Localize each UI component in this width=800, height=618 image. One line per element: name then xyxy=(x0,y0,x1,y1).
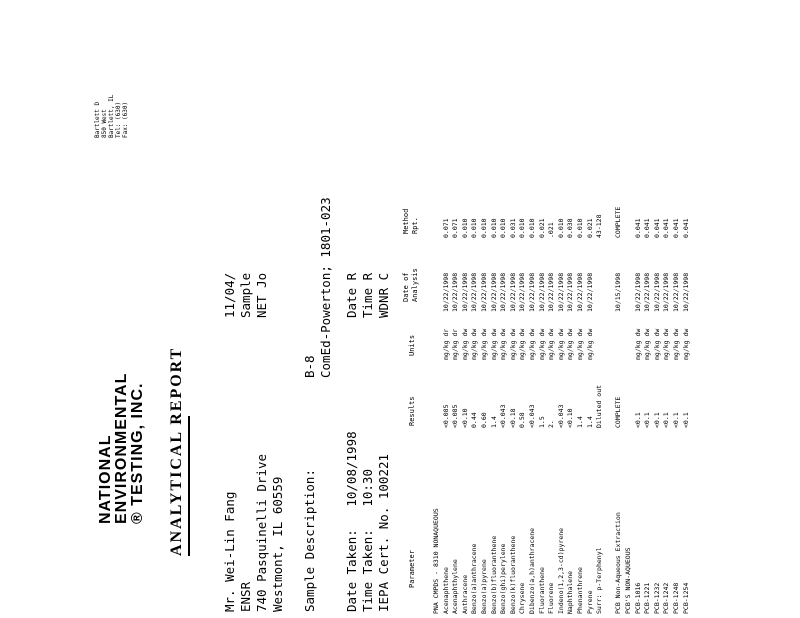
cell-units: mg/kg dw xyxy=(537,328,546,360)
table-row xyxy=(547,82,556,618)
report-info xyxy=(222,273,270,318)
cell-parameter: Naphthalene xyxy=(566,570,575,614)
client-line: Westmont, IL 60559 xyxy=(270,476,285,612)
cell-method: 0.031 xyxy=(508,218,517,238)
header-parameter: Parameter xyxy=(408,550,416,588)
cell-date: 10/22/1998 xyxy=(672,272,680,312)
cell-method: 0.041 xyxy=(681,218,690,238)
table-row xyxy=(557,82,566,618)
table-row xyxy=(509,82,518,618)
cell-parameter: PCB-1221 xyxy=(643,582,652,614)
header-results: Results xyxy=(408,396,416,426)
cell-units: mg/kg dw xyxy=(576,328,584,360)
report-page xyxy=(82,82,716,618)
cell-result: <0.10 xyxy=(460,408,469,428)
address-line: 850 West xyxy=(101,109,108,138)
cell-units: mg/kg dw xyxy=(652,328,661,360)
address-line: Bartlett D xyxy=(94,101,101,138)
scanned-document xyxy=(82,82,716,618)
cell-result: <0.10 xyxy=(566,408,575,428)
table-row xyxy=(566,82,575,618)
cell-method: 0.010 xyxy=(489,218,498,238)
cell-parameter: PCB-1242 xyxy=(662,582,671,614)
address-line: Fax: (630) xyxy=(122,101,129,138)
cell-units: mg/kg dw xyxy=(480,328,488,360)
cell-result: <0.085 xyxy=(441,404,450,428)
cell-method: 0.010 xyxy=(528,218,536,238)
cell-date: 10/22/1998 xyxy=(652,272,661,312)
table-row xyxy=(643,82,652,618)
cell-result: <0.043 xyxy=(556,404,565,428)
cell-date: 10/22/1998 xyxy=(681,272,690,312)
time-received: Time R xyxy=(360,272,375,318)
table-row xyxy=(624,82,633,618)
cell-parameter: Benzo(ghi)perylene xyxy=(499,543,508,614)
header-units: Units xyxy=(408,334,416,356)
table-row xyxy=(614,82,623,618)
cell-date: 10/22/1998 xyxy=(662,272,671,312)
cell-parameter: Chrysene xyxy=(518,582,527,614)
cell-units: mg/kg dw xyxy=(460,328,469,360)
client-line: ENSR xyxy=(238,581,253,612)
company-name-line-2: ENVIRONMENTAL xyxy=(113,372,130,524)
cell-parameter: PCB Non-Aqueous Extraction xyxy=(614,512,623,614)
table-row xyxy=(442,82,451,618)
date-received: Date R xyxy=(344,272,359,318)
cell-result: Diluted out xyxy=(595,384,604,428)
date-taken: Date Taken: 10/08/1998 xyxy=(344,431,359,612)
table-row xyxy=(432,82,441,618)
cell-result: <0.18 xyxy=(508,408,517,428)
cell-units: mg/kg dr xyxy=(441,328,450,360)
company-name-line-1: NATIONAL xyxy=(97,434,114,524)
client-line: Mr. Wei-Lin Fang xyxy=(222,491,237,612)
cell-parameter: Pyrene xyxy=(585,590,594,614)
cell-date: 10/22/1998 xyxy=(528,272,536,312)
table-row xyxy=(586,82,595,618)
cell-units: mg/kg dw xyxy=(643,328,652,360)
table-row xyxy=(538,82,547,618)
cell-date: 10/22/1998 xyxy=(441,272,450,312)
cell-method: 0.010 xyxy=(470,218,479,238)
cell-method: 0.010 xyxy=(499,218,508,238)
cell-method: 43-128 xyxy=(595,214,604,238)
cell-result: 0.58 xyxy=(518,412,527,428)
cell-result: 1.5 xyxy=(537,416,546,428)
cell-method: 0.021 xyxy=(537,218,546,238)
cell-date: 10/22/1998 xyxy=(576,272,584,312)
address-line: Bartlett, IL xyxy=(108,94,115,138)
cell-units: mg/kg dw xyxy=(547,328,556,360)
table-row xyxy=(490,82,499,618)
company-name-line-3: ® TESTING, INC. xyxy=(129,382,146,524)
cell-method: 0.021 xyxy=(585,218,594,238)
cell-parameter: Surr: p-Terphenyl xyxy=(595,547,604,614)
cell-units: mg/kg dw xyxy=(633,328,642,360)
cell-parameter: Indeno(1,2,3-cd)pyrene xyxy=(556,527,565,614)
cell-date: 10/22/1998 xyxy=(518,272,527,312)
cell-parameter: PNA CMPDS - 8310 NONAQUEOUS xyxy=(432,508,440,614)
table-row xyxy=(653,82,662,618)
company-address xyxy=(94,95,129,138)
report-info-line: Sample xyxy=(238,272,253,318)
received-info xyxy=(344,273,392,318)
cell-date: 10/22/1998 xyxy=(508,272,517,312)
table-row xyxy=(461,82,470,618)
cell-units: mg/kg dw xyxy=(528,328,536,360)
cell-method: 0.041 xyxy=(662,218,671,238)
cell-result: 1.4 xyxy=(585,416,594,428)
cell-units: mg/kg dw xyxy=(672,328,680,360)
cell-date: 10/22/1998 xyxy=(460,272,469,312)
cell-date: 10/22/1998 xyxy=(556,272,565,312)
cell-result: <0.1 xyxy=(643,412,652,428)
sample-site: ComEd-Powerton; 1801-023 xyxy=(318,197,333,378)
table-row xyxy=(528,82,537,618)
cell-method: 0.038 xyxy=(566,218,575,238)
cell-parameter: PCB-1232 xyxy=(652,582,661,614)
cell-parameter: Benzo(a)anthracene xyxy=(470,543,479,614)
cell-units: mg/kg dw xyxy=(681,328,690,360)
header-method: Method Rpt. xyxy=(402,208,419,234)
cell-parameter: PCB-1016 xyxy=(633,582,642,614)
cell-parameter: Anthracene xyxy=(460,574,469,614)
cell-units: mg/kg dw xyxy=(489,328,498,360)
table-row xyxy=(480,82,489,618)
sample-description-value xyxy=(302,197,334,378)
cell-date: 10/15/1998 xyxy=(614,272,623,312)
table-row xyxy=(662,82,671,618)
cell-date: 10/22/1998 xyxy=(480,272,488,312)
cell-units: mg/kg dw xyxy=(508,328,517,360)
header-date-of-analysis: Date of Analysis xyxy=(402,268,419,302)
cell-method: 0.041 xyxy=(652,218,661,238)
cell-parameter: Fluorene xyxy=(547,582,556,614)
cell-units: mg/kg dw xyxy=(518,328,527,360)
table-row xyxy=(576,82,585,618)
table-row xyxy=(634,82,643,618)
wdnr-cert: WDNR C xyxy=(376,272,391,318)
cell-method: 0.010 xyxy=(480,218,488,238)
sample-id: B-8 xyxy=(302,355,317,378)
cell-date: 10/22/1998 xyxy=(537,272,546,312)
cell-parameter: Phenanthrene xyxy=(576,567,584,614)
cell-parameter: Benzo(a)pyrene xyxy=(480,559,488,614)
cell-date: 10/22/1998 xyxy=(585,272,594,312)
cell-date: 10/22/1998 xyxy=(547,272,556,312)
cell-result: <0.085 xyxy=(451,404,460,428)
cell-units: mg/kg dw xyxy=(470,328,479,360)
cell-method: 0.010 xyxy=(518,218,527,238)
cell-method: 0.041 xyxy=(672,218,680,238)
client-line: 740 Pasquinelli Drive xyxy=(254,453,269,612)
table-row xyxy=(672,82,681,618)
cell-date: 10/22/1998 xyxy=(643,272,652,312)
cell-result: 0.60 xyxy=(480,412,488,428)
cell-parameter: Benzo(k)fluoranthene xyxy=(508,535,517,614)
table-row xyxy=(470,82,479,618)
cell-result: <0.1 xyxy=(681,412,690,428)
sample-description-label: Sample Description: xyxy=(302,469,317,612)
cell-method: 0.041 xyxy=(633,218,642,238)
company-logo xyxy=(98,373,146,524)
cell-result: 0.44 xyxy=(470,412,479,428)
table-row xyxy=(518,82,527,618)
table-row xyxy=(595,82,604,618)
cell-method: 0.041 xyxy=(643,218,652,238)
cell-result: <0.043 xyxy=(499,404,508,428)
cell-result: COMPLETE xyxy=(614,396,623,428)
cell-date: 10/22/1998 xyxy=(451,272,460,312)
cell-date: 10/22/1998 xyxy=(499,272,508,312)
cell-units: mg/kg dw xyxy=(662,328,671,360)
report-title: ANALYTICAL REPORT xyxy=(168,346,185,556)
cell-method: 0.010 xyxy=(576,218,584,238)
cell-parameter: Acenaphthylene xyxy=(451,559,460,614)
cell-units: mg/kg dw xyxy=(566,328,575,360)
cell-units: mg/kg dw xyxy=(499,328,508,360)
cell-method: COMPLETE xyxy=(614,206,623,238)
cell-method: 0.010 xyxy=(556,218,565,238)
cell-result: <0.1 xyxy=(662,412,671,428)
cell-parameter: Acenaphthene xyxy=(441,567,450,614)
report-info-line: 11/04/ xyxy=(222,272,237,318)
cell-result: <0.043 xyxy=(528,404,536,428)
cell-method: 0.010 xyxy=(460,218,469,238)
cell-result: <0.1 xyxy=(633,412,642,428)
table-row xyxy=(451,82,460,618)
cell-parameter: Benzo(b)fluoranthene xyxy=(489,535,498,614)
cell-parameter: PCB-1248 xyxy=(672,582,680,614)
cell-parameter: Dibenzo(a,h)anthracene xyxy=(528,527,536,614)
cell-result: 1.4 xyxy=(576,416,584,428)
cell-date: 10/22/1998 xyxy=(489,272,498,312)
cell-result: <0.1 xyxy=(672,412,680,428)
cell-units: mg/kg dw xyxy=(585,328,594,360)
cell-result: <0.1 xyxy=(652,412,661,428)
report-info-line: NET Jo xyxy=(254,272,269,318)
cell-parameter: PCB-1254 xyxy=(681,582,690,614)
cell-parameter: PCB'S NON-AQUEOUS xyxy=(624,547,632,614)
cell-result: 1.4 xyxy=(489,416,498,428)
cell-method: 0.071 xyxy=(441,218,450,238)
cell-date: 10/22/1998 xyxy=(566,272,575,312)
cell-date: 10/22/1998 xyxy=(470,272,479,312)
cell-date: 10/22/1998 xyxy=(633,272,642,312)
sample-dates xyxy=(344,431,392,612)
time-taken: Time Taken: 10:30 xyxy=(360,469,375,612)
cell-result: 2. xyxy=(547,420,556,428)
cell-units: mg/kg dr xyxy=(451,328,460,360)
table-row xyxy=(682,82,691,618)
client-address xyxy=(222,454,286,612)
cell-units: mg/kg dw xyxy=(556,328,565,360)
cell-method: .021 xyxy=(547,222,556,238)
table-row xyxy=(605,82,614,618)
table-row xyxy=(499,82,508,618)
iepa-cert: IEPA Cert. No. 100221 xyxy=(376,453,391,612)
address-line: Tel: (630) xyxy=(115,101,122,138)
cell-parameter: Fluoranthene xyxy=(537,567,546,614)
cell-method: 0.071 xyxy=(451,218,460,238)
title-underline xyxy=(188,416,190,556)
